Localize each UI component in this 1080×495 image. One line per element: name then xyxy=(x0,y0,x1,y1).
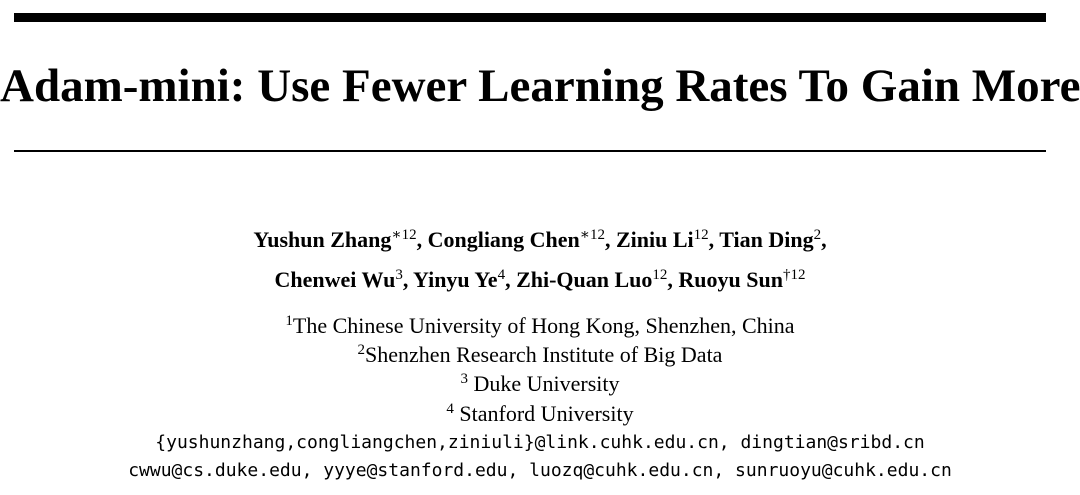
author-affiliation-mark: 2 xyxy=(813,227,822,243)
email-line-1: {yushunzhang,congliangchen,ziniuli}@link.cuhk.edu.cn, dingtian@sribd.cn xyxy=(155,432,925,453)
author-separator: , xyxy=(821,227,827,252)
author-name: Congliang Chen xyxy=(427,227,580,252)
affiliation-3 xyxy=(0,370,1080,398)
affiliation-2 xyxy=(0,341,1080,369)
author xyxy=(275,267,414,292)
author-affiliation-mark: †12 xyxy=(783,267,806,283)
author-name: Chenwei Wu xyxy=(274,267,396,292)
author-name: Ziniu Li xyxy=(616,227,694,252)
author-name: Tian Ding xyxy=(719,227,814,252)
author-separator: , xyxy=(505,267,517,292)
author xyxy=(516,267,678,292)
affiliation-mark: 4 xyxy=(446,401,454,417)
author-affiliation-mark: ∗12 xyxy=(579,227,605,243)
author xyxy=(616,227,719,252)
author-name: Yinyu Ye xyxy=(413,267,498,292)
affiliation-text: The Chinese University of Hong Kong, Shenzhen, China xyxy=(292,313,795,338)
affiliation-text: Duke University xyxy=(467,371,620,396)
affiliation-1 xyxy=(0,312,1080,340)
author xyxy=(253,227,427,252)
affiliation-4 xyxy=(0,400,1080,428)
author-separator: , xyxy=(708,227,720,252)
title-bottom-rule xyxy=(14,150,1046,152)
affiliation-mark: 1 xyxy=(285,313,293,329)
affiliation-mark: 3 xyxy=(460,371,468,387)
affiliation-text: Shenzhen Research Institute of Big Data xyxy=(365,342,723,367)
author-line-1 xyxy=(0,225,1080,255)
author xyxy=(428,227,616,252)
affiliation-mark: 2 xyxy=(357,342,366,358)
author-name: Ruoyu Sun xyxy=(678,267,783,292)
author-separator: , xyxy=(416,227,428,252)
author xyxy=(678,267,805,292)
author-line-2 xyxy=(0,265,1080,295)
author-affiliation-mark: 12 xyxy=(693,227,709,243)
author xyxy=(719,227,826,252)
author-separator: , xyxy=(605,227,616,252)
author xyxy=(413,267,516,292)
author-affiliation-mark: ∗12 xyxy=(391,227,417,243)
author-name: Yushun Zhang xyxy=(253,227,392,252)
author-affiliation-mark: 3 xyxy=(395,267,403,283)
author-separator: , xyxy=(402,267,414,292)
email-line-2: cwwu@cs.duke.edu, yyye@stanford.edu, luozq@cuhk.edu.cn, sunruoyu@cuhk.edu.cn xyxy=(128,460,952,481)
top-rule xyxy=(14,13,1046,22)
author-affiliation-mark: 4 xyxy=(497,267,506,283)
author-affiliation-mark: 12 xyxy=(652,267,668,283)
author-name: Zhi-Quan Luo xyxy=(516,267,653,292)
author-separator: , xyxy=(667,267,679,292)
affiliation-text: Stanford University xyxy=(453,401,634,426)
paper-title: Adam-mini: Use Fewer Learning Rates To Gain More xyxy=(0,60,1080,112)
